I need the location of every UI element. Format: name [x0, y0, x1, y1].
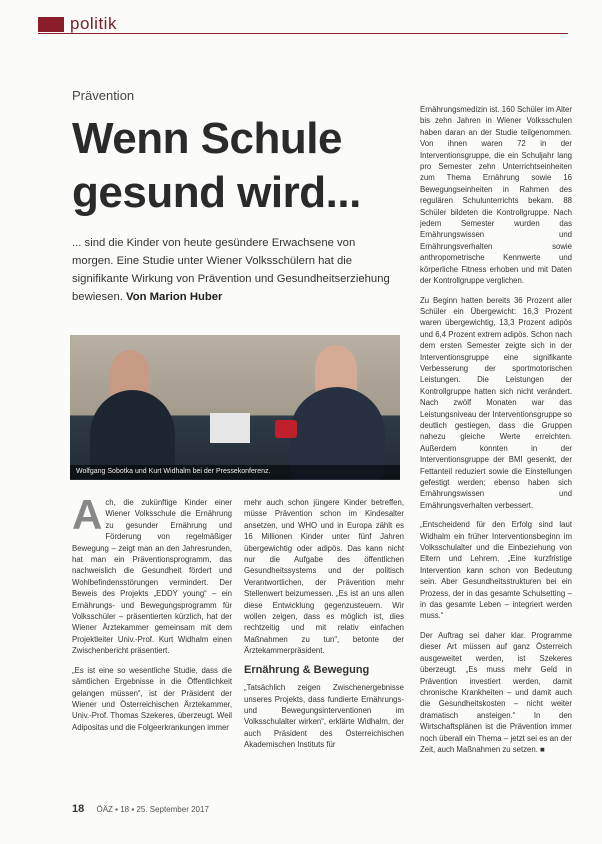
name-card — [210, 413, 250, 443]
paragraph: „Entscheidend für den Erfolg sind laut Widhalm ein früher Interventionsbeginn im Volksschulalter und die Einbeziehung von Eltern und Lehrern. „Eine kurzfristige Intervention kann schon von Bedeutung sein. Aber Gesundheitsstrukturen bei ein Prozess, der in das gesamte Schulsetting – in das gesamte Leben – integriert werden muss.“ — [420, 520, 572, 621]
dropcap: A — [72, 491, 103, 538]
photo-caption: Wolfgang Sobotka und Kurt Widhalm bei der Pressekonferenz. — [70, 465, 400, 479]
microphone-icon — [275, 420, 297, 438]
article-headline: Wenn Schule gesund wird... — [72, 114, 361, 217]
article-lead — [72, 234, 397, 306]
page-footer — [72, 803, 209, 815]
paragraph: mehr auch schon jüngere Kinder betreffen, müsse Prävention schon im Kindesalter ansetzen, und WHO und in Europa zählt es 16 Millionen Kinder unter fünf Jahren übergewichtig oder adipös. Das kann nicht nur die Aufgabe des öffentlichen Gesundheitssystems und der politisch Verantwortlichen, der Prävention mehr Stellenwert beizumessen. „Es ist an uns allen diese Entwicklung gegenzusteuern. Wir wollen zeigen, dass es möglich ist, dies rechtzeitig und mit relativ einfachen Maßnahmen zu tun“, betonte der Ärztekammerpräsident. — [244, 498, 404, 656]
paragraph: Ernährungsmedizin ist. 160 Schüler im Alter bis zehn Jahren in Wiener Volksschulen haben daran an der Studie teilgenommen. Von ihnen waren 72 in der Interventionsgruppe, die ein Schuljahr lang pro Semester zehn Unterrichtseinheiten zum Thema Ernährung sowie 16 Bewegungseinheiten in Rahmen des regulären Schulunterrichts bekam. 88 Schüler bildeten die Kontrollgruppe. Nach jedem Semester wurden das Ernährungswissen und Ernährungsverhalten sowie anthropometrische Kennwerte und körperliche Fitness erhoben und mit Daten der Kontrollgruppe verglichen. — [420, 105, 572, 286]
article-column-1 — [72, 491, 232, 741]
section-color-bar — [38, 17, 64, 32]
section-label: politik — [70, 14, 117, 33]
paragraph: Zu Beginn hatten bereits 36 Prozent aller Schüler ein Übergewicht: 16,3 Prozent waren übergewichtig, 13,3 Prozent adipös und 6,4 Prozent extrem adipös. Schon nach dem ersten Semester zeigte sich in der Interventionsgruppe eine signifikante Verbesserung der sportmotorischen Leistungen. Die Leistungen der Kontrollgruppe hatten sich nicht verändert. Nach zwölf Monaten war das Leistungsniveau der Interventionsgruppe so deutlich gestiegen, dass die Gruppen nahezu gleiche Werte erreichten. Außerdem konnten in der Interventionsgruppe der BMI gesenkt, der Fettanteil reduziert sowie die Einstellungen gefestigt werden; ebenso haben sich Ernährungswissen und Ernährungsverhalten verbessert. — [420, 295, 572, 510]
publication-info: ÖÄZ ▪ 18 ▪ 25. September 2017 — [96, 805, 209, 814]
subheading: Ernährung & Bewegung — [244, 663, 370, 676]
article-column-2 — [244, 497, 404, 759]
paragraph: Ach, die zukünftige Kinder einer Wiener Volksschule die Ernährung zu gesunder Ernährung und Förderung von regelmäßiger Bewegung – zeigt man an den Jahresrunden, hat man ein Präventionsprogramm, das nachweislich die Gesundheit fördert und Wohlbefindensstörungen vermindert. Der Beweis des Projekts „EDDY young“ – ein Ernährungs- und Bewegungsprogramm für Volksschüler – präsentierten kürzlich, hat der Wiener Ärztekammer gemeinsam mit dem Projektleiter Univ.-Prof. Kurt Widhalm einen Zwischenbericht präsentiert. — [72, 491, 232, 656]
article-column-3 — [420, 104, 572, 763]
paragraph: Der Auftrag sei daher klar. Programme dieser Art müssen auf ganz Österreich ausgeweitet werden, ist Szekeres überzeugt. „Es muss mehr Geld in Prävention investiert werden, damit chronische Krankheiten – und damit auch die Gesundheitskosten – nicht weiter dramatisch ansteigen.“ In den Wirtschaftsplänen ist die Prävention immer noch überall ein Thema – jetzt sei es an der Zeit, auch Maßnahmen zu setzen. ■ — [420, 630, 572, 754]
article-author: Von Marion Huber — [126, 291, 223, 303]
paragraph: „Es ist eine so wesentliche Studie, dass die sämtlichen Ergebnisse in die Öffentlichkeit gelangen müssen“, ist der Präsident der Wiener und Österreichischen Ärztekammer, Univ.-Prof. Thomas Szekeres, überzeugt. Weil Adipositas und die Folgeerkrankungen immer — [72, 665, 232, 732]
lead-text: ... sind die Kinder von heute gesündere Erwachsene von morgen. Eine Studie unter Wiener Volksschülern hat die signifikante Wirkung von Prävention und Gesundheitserziehung bewiesen. — [72, 237, 390, 303]
article-kicker: Prävention — [72, 88, 135, 103]
page-number: 18 — [72, 803, 85, 815]
person-right-face — [315, 345, 357, 393]
section-rule — [38, 33, 568, 34]
press-conference-photo — [70, 335, 400, 480]
paragraph: „Tatsächlich zeigen Zwischenergebnisse unseres Projekts, dass fundierte Ernährungs- und Bewegungsinterventionen im Volksschulalter wirken“, erklärte Widhalm, der auch Präsident des Österreichischen Akademischen Instituts für — [244, 683, 404, 750]
